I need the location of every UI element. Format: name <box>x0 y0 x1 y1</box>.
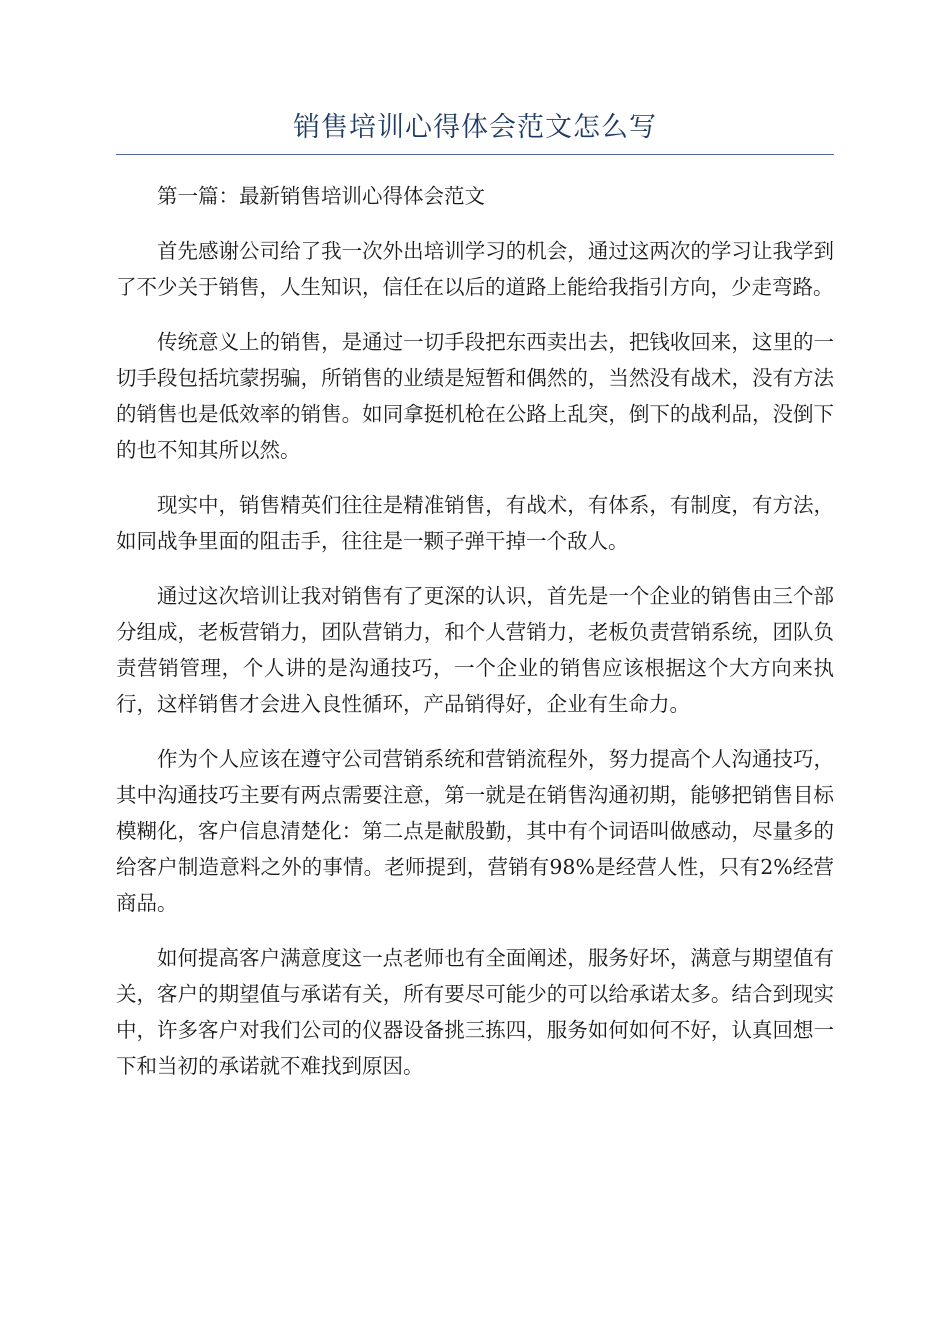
paragraph: 现实中，销售精英们往往是精准销售，有战术，有体系，有制度，有方法，如同战争里面的阻击手，往往是一颗子弹干掉一个敌人。 <box>116 493 834 553</box>
paragraph: 如何提高客户满意度这一点老师也有全面阐述，服务好坏，满意与期望值有关，客户的期望值与承诺有关，所有要尽可能少的可以给承诺太多。结合到现实中，许多客户对我们公司的仪器设备挑三拣四，服务如何如何不好，认真回想一下和当初的承诺就不难找到原因。 <box>116 946 834 1078</box>
paragraph: 通过这次培训让我对销售有了更深的认识，首先是一个企业的销售由三个部分组成，老板营销力，团队营销力，和个人营销力，老板负责营销系统，团队负责营销管理，个人讲的是沟通技巧，一个企业的销售应该根据这个大方向来执行，这样销售才会进入良性循环，产品销得好，企业有生命力。 <box>116 584 834 716</box>
paragraph: 首先感谢公司给了我一次外出培训学习的机会，通过这两次的学习让我学到了不少关于销售，人生知识，信任在以后的道路上能给我指引方向，少走弯路。 <box>116 239 834 299</box>
paragraph: 作为个人应该在遵守公司营销系统和营销流程外，努力提高个人沟通技巧，其中沟通技巧主要有两点需要注意，第一就是在销售沟通初期，能够把销售目标模糊化，客户信息清楚化：第二点是献殷勤，其中有个词语叫做感动，尽量多的给客户制造意料之外的事情。老师提到，营销有98%是经营人性，只有2%经营商品。 <box>116 747 834 915</box>
document-title: 销售培训心得体会范文怎么写 <box>293 112 657 143</box>
title-underline <box>116 154 834 155</box>
document-body <box>116 178 834 1103</box>
paragraph: 传统意义上的销售，是通过一切手段把东西卖出去，把钱收回来，这里的一切手段包括坑蒙拐骗，所销售的业绩是短暂和偶然的，当然没有战术，没有方法的销售也是低效率的销售。如同拿挺机枪在公路上乱突，倒下的战利品，没倒下的也不知其所以然。 <box>116 330 834 462</box>
section-heading: 第一篇：最新销售培训心得体会范文 <box>157 184 485 208</box>
